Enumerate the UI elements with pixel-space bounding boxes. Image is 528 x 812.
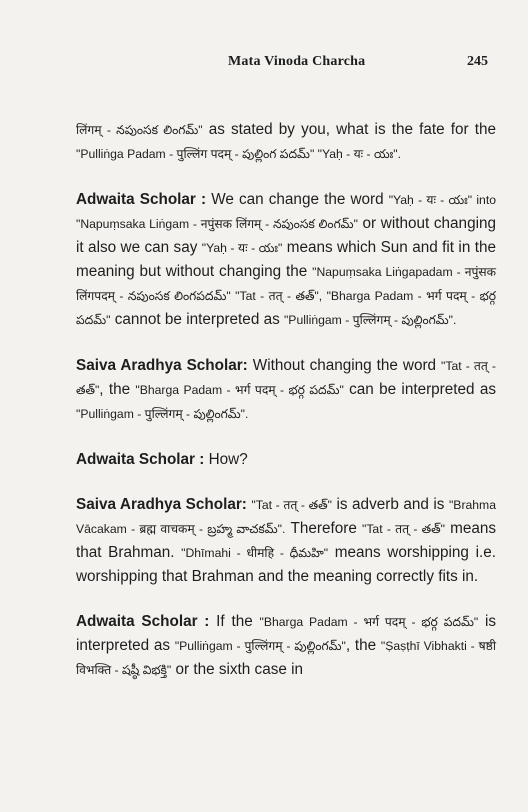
term-quote: "Bharga Padam - भर्ग पदम् - భర్గ పదమ్" <box>259 615 479 629</box>
text-run: can be interpreted as <box>343 381 497 398</box>
paragraph <box>76 118 496 166</box>
paragraph <box>76 610 496 682</box>
speaker-label: Adwaita Scholar : <box>76 451 205 468</box>
page-body <box>76 118 496 704</box>
text-run: We can change the word <box>206 191 389 208</box>
term-quote: "Dhīmahi - धीमहि - ధీమహి" <box>181 546 329 560</box>
speaker-label: Saiva Aradhya Scholar: <box>76 357 248 374</box>
term-quote: "Bharga Padam - भर्ग पदम् - భర్గ పదమ్" <box>135 383 344 397</box>
speaker-label: Saiva Aradhya Scholar: <box>76 496 247 513</box>
text-run: or the sixth case in <box>171 661 304 678</box>
speaker-label: Adwaita Scholar : <box>76 613 210 630</box>
term-quote: "Brahma Vācakam - ब्रह्म वाचकम् - బ్రహ్మ వాచకమ్". <box>76 498 496 536</box>
term-quote: "Ṣaṣṭhī Vibhakti - षष्ठी विभक्ति - షష్ఠీ విభక్తి" <box>76 639 497 677</box>
text-run: cannot be interpreted as <box>110 311 284 328</box>
term-quote: "Yaḥ - यः - యః" into "Napuṃsaka Liṅgam - नपुंसक लिंगम् - నపుంసక లింగమ్" <box>76 193 496 231</box>
paragraph <box>76 354 496 426</box>
text-run: Therefore <box>285 520 362 537</box>
term-quote: लिंगम् - నపుంసక లింగమ్" <box>76 123 203 137</box>
term-quote: "Tat - तत् - తత్" <box>362 522 445 536</box>
text-run: How? <box>204 451 248 468</box>
text-run: as stated by you, what is the fate for the <box>202 121 496 138</box>
text-run: If the <box>209 613 260 630</box>
text-run: means that Brahman. <box>76 520 496 561</box>
term-quote: "Yaḥ - यः - యః" <box>201 241 283 255</box>
running-header <box>0 54 528 74</box>
term-quote: "Pulliṅga Padam - पुल्लिंग पदम् - పుల్లింగ పదమ్" "Yaḥ - यः - యః". <box>76 147 401 161</box>
paragraph <box>76 188 496 332</box>
book-title: Mata Vinoda Charcha <box>228 54 366 69</box>
term-quote: "Napuṃsaka Liṅgapadam - नपुंसक लिंगपदम् - నపుంసక లింగపదమ్" "Tat - तत् - తత్", "Bharga Padam - भर्ग पदम् - భర్గ పదమ్" <box>76 265 496 327</box>
term-quote: "Tat - तत् - తత్" <box>76 359 496 397</box>
text-run: Without changing the word <box>247 357 442 374</box>
text-run: , the <box>99 381 136 398</box>
text-run: , the <box>345 637 381 654</box>
term-quote: "Pulliṅgam - पुल्लिंगम् - పుల్లింగమ్". <box>283 313 457 327</box>
paragraph <box>76 493 496 588</box>
term-quote: "Pulliṅgam - पुल्लिंगम् - పుల్లింగమ్". <box>76 407 249 421</box>
term-quote: "Pulliṅgam - पुल्लिंगम् - పుల్లింగమ్" <box>174 639 346 653</box>
page-number: 245 <box>467 54 488 69</box>
text-run: or without changing it also we can say <box>76 215 496 256</box>
text-run: means which Sun and fit in the meaning but without changing the <box>76 239 497 280</box>
text-run: is adverb and is <box>331 496 449 513</box>
text-run: is interpreted as <box>76 613 497 654</box>
term-quote: "Tat - तत् - తత్" <box>251 498 332 512</box>
paragraph <box>76 448 496 471</box>
speaker-label: Adwaita Scholar : <box>76 191 207 208</box>
text-run: means worshipping i.e. worshipping that Brahman and the meaning correctly fits in. <box>76 544 496 585</box>
